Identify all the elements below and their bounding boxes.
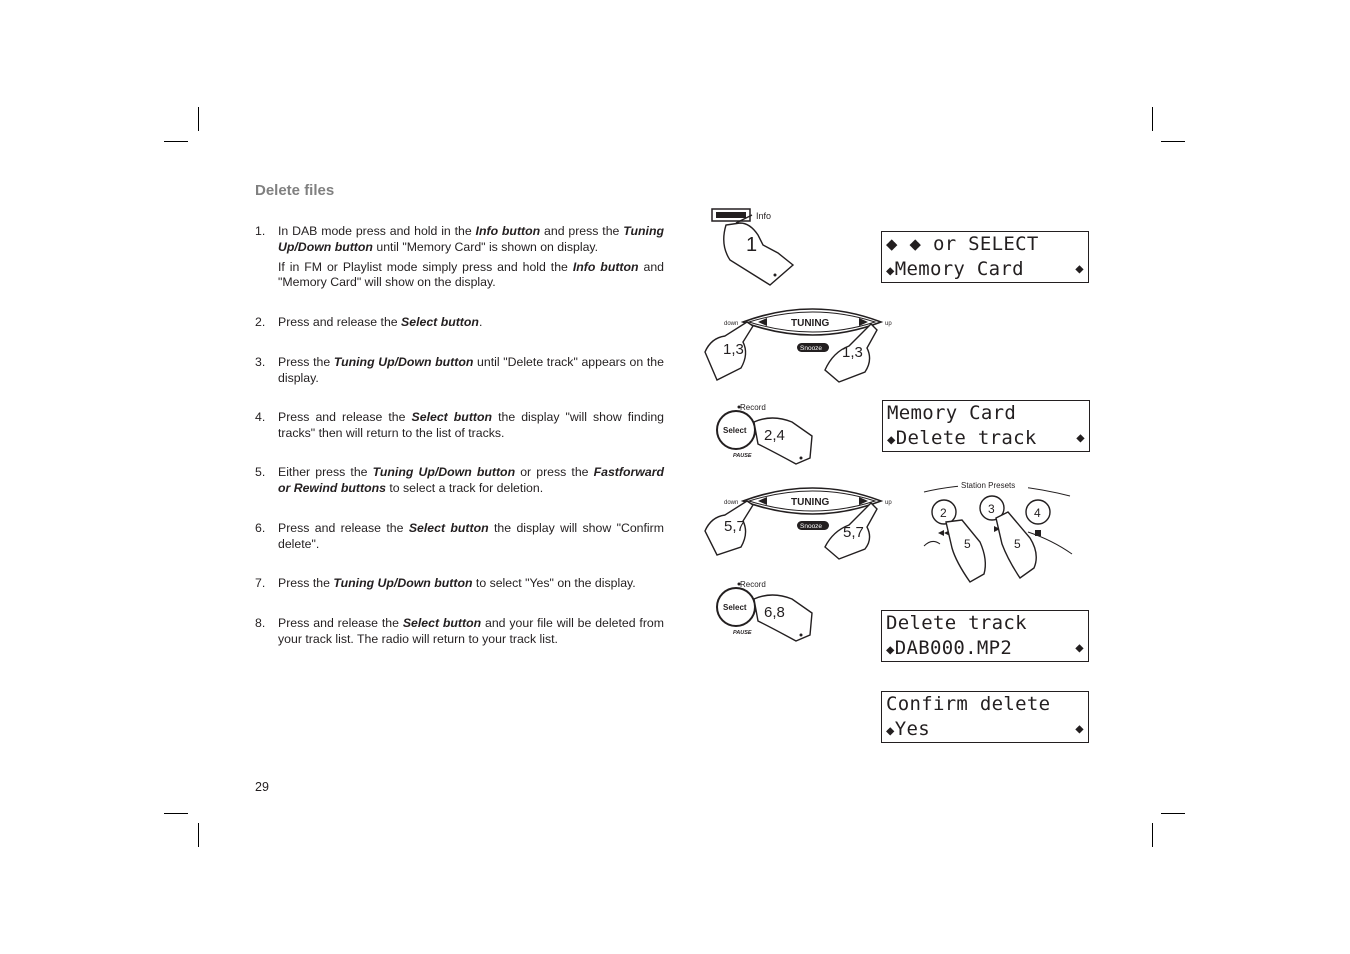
station-presets-illustration: [922, 478, 1074, 586]
lcd-line-2-text: DAB000.MP2: [894, 637, 1013, 659]
step-number: 7.: [255, 576, 266, 590]
step-callout: 2,4: [764, 427, 785, 444]
lcd-display-memory-card: [881, 231, 1089, 283]
tuning-label: TUNING: [791, 497, 830, 508]
snooze-label: Snooze: [800, 345, 823, 352]
up-label: up: [885, 500, 892, 506]
left-arrow-icon: ◆: [887, 432, 896, 448]
step-callout-left: 1,3: [723, 341, 744, 358]
crop-mark: [1161, 141, 1185, 142]
right-arrow-icon: ◆: [1075, 640, 1084, 656]
button-name: Fastforward or Rewind buttons: [278, 465, 664, 495]
right-arrow-icon: ◆: [1075, 721, 1084, 737]
step-1: [255, 224, 664, 291]
tuning-label: TUNING: [791, 318, 830, 329]
crop-mark: [164, 813, 188, 814]
info-button-illustration: [708, 205, 808, 290]
step-text: [278, 355, 664, 387]
step-text: [278, 521, 664, 553]
step-text: [278, 616, 664, 648]
lcd-line-2: [886, 717, 1084, 741]
step-2: [255, 315, 664, 331]
right-arrow-icon: ◆: [1075, 261, 1084, 277]
lcd-display-confirm-delete: [881, 691, 1089, 743]
down-label: down: [724, 500, 739, 506]
step-callout-left: 5,7: [724, 518, 745, 535]
lcd-line-2-text: Yes: [894, 718, 930, 740]
crop-mark: [198, 823, 199, 847]
step-3: [255, 355, 664, 387]
step-number: 6.: [255, 521, 266, 535]
page-number: 29: [255, 780, 269, 794]
step-callout: 1: [746, 234, 758, 256]
button-name: Select button: [411, 410, 493, 424]
crop-mark: [164, 141, 188, 142]
step-number: 1.: [255, 224, 266, 238]
select-label: Select: [723, 603, 747, 612]
crop-mark: [1152, 107, 1153, 131]
button-name: Tuning Up/Down button: [333, 355, 474, 369]
step-number: 2.: [255, 315, 266, 329]
step-number: 8.: [255, 616, 266, 630]
tuning-buttons-illustration-2: [703, 481, 898, 563]
preset-4-label: 4: [1034, 506, 1041, 520]
step-callout-right: 5: [1014, 537, 1021, 551]
button-name: Tuning Up/Down button: [333, 576, 473, 590]
step-text: [278, 315, 664, 331]
step-paragraph: Press and release the Select button.: [278, 315, 483, 329]
button-name: Select button: [408, 521, 489, 535]
tuning-buttons-illustration: [703, 302, 898, 384]
section-heading: Delete files: [255, 182, 335, 199]
crop-mark: [198, 107, 199, 131]
step-text: [278, 465, 664, 497]
button-name: Info button: [572, 259, 639, 274]
step-number: 3.: [255, 355, 266, 369]
step-paragraph: If in FM or Playlist mode simply press and hold the Info button and "Memory Card" will show on the display.: [278, 259, 664, 290]
step-8: [255, 616, 664, 648]
step-6: [255, 521, 664, 553]
step-text: [278, 576, 664, 592]
left-arrow-icon: ◆: [886, 263, 895, 279]
step-callout-right: 1,3: [842, 344, 863, 361]
left-hand-icon: [946, 520, 985, 582]
info-label: Info: [756, 211, 772, 221]
left-arrow-icon: ◆: [886, 723, 895, 739]
button-name: Tuning Up/Down button: [278, 224, 664, 254]
record-label: Record: [740, 580, 766, 589]
step-number: 4.: [255, 410, 266, 424]
down-label: down: [724, 321, 739, 327]
lcd-display-file: [881, 610, 1089, 662]
pause-label: PAUSE: [733, 630, 752, 636]
right-arrow-icon: ◆: [1076, 430, 1085, 446]
step-callout: 6,8: [764, 604, 785, 621]
left-arrow-icon: ◆: [886, 642, 895, 658]
step-paragraph: Press the Tuning Up/Down button until "Delete track" appears on the display.: [278, 355, 664, 385]
lcd-line-2-text: Delete track: [895, 427, 1037, 449]
step-paragraph: Press the Tuning Up/Down button to select "Yes" on the display.: [278, 576, 636, 590]
lcd-line-2: [886, 257, 1084, 281]
step-4: [255, 410, 664, 442]
lcd-line-2-text: Memory Card: [894, 258, 1024, 280]
select-label: Select: [723, 426, 747, 435]
stop-icon: [1035, 530, 1041, 536]
preset-2-label: 2: [940, 506, 947, 520]
step-text: [278, 410, 664, 442]
step-paragraph: Press and release the Select button the display "will show finding tracks" then will return to the list of tracks.: [278, 410, 664, 440]
button-name: Info button: [475, 224, 541, 238]
pause-label: PAUSE: [733, 453, 752, 459]
button-name: Select button: [401, 315, 479, 329]
lcd-line-2: [886, 636, 1084, 660]
select-button-illustration-2: [714, 577, 819, 645]
station-presets-label: Station Presets: [961, 481, 1016, 490]
step-callout-right: 5,7: [843, 524, 864, 541]
lcd-line-1: ◆ ◆ or SELECT: [886, 233, 1039, 255]
step-callout-left: 5: [964, 537, 971, 551]
step-5: [255, 465, 664, 497]
lcd-line-1: Delete track: [886, 612, 1027, 634]
lcd-display-delete-track: [882, 400, 1090, 452]
rewind-icon: [938, 530, 944, 536]
step-paragraph: Press and release the Select button and your file will be deleted from your track list. The radio will return to your track list.: [278, 616, 664, 646]
select-button-illustration: [714, 400, 819, 468]
preset-3-label: 3: [988, 502, 995, 516]
lcd-line-2: [887, 426, 1085, 450]
record-label: Record: [740, 403, 766, 412]
step-7: [255, 576, 664, 592]
step-number: 5.: [255, 465, 266, 479]
step-text: [278, 224, 664, 291]
lcd-line-1: Confirm delete: [886, 693, 1051, 715]
lcd-line-1: Memory Card: [887, 402, 1017, 424]
crop-mark: [1161, 813, 1185, 814]
button-name: Select button: [402, 616, 482, 630]
crop-mark: [1152, 823, 1153, 847]
snooze-label: Snooze: [800, 523, 823, 530]
step-paragraph: Press and release the Select button the display will show "Confirm delete".: [278, 521, 664, 551]
up-label: up: [885, 321, 892, 327]
step-paragraph: Either press the Tuning Up/Down button or press the Fastforward or Rewind buttons to select a track for deletion.: [278, 465, 664, 495]
step-paragraph: In DAB mode press and hold in the Info button and press the Tuning Up/Down button until "Memory Card" is shown on display.: [278, 224, 664, 254]
button-name: Tuning Up/Down button: [372, 465, 516, 479]
hand-icon: [724, 223, 793, 285]
